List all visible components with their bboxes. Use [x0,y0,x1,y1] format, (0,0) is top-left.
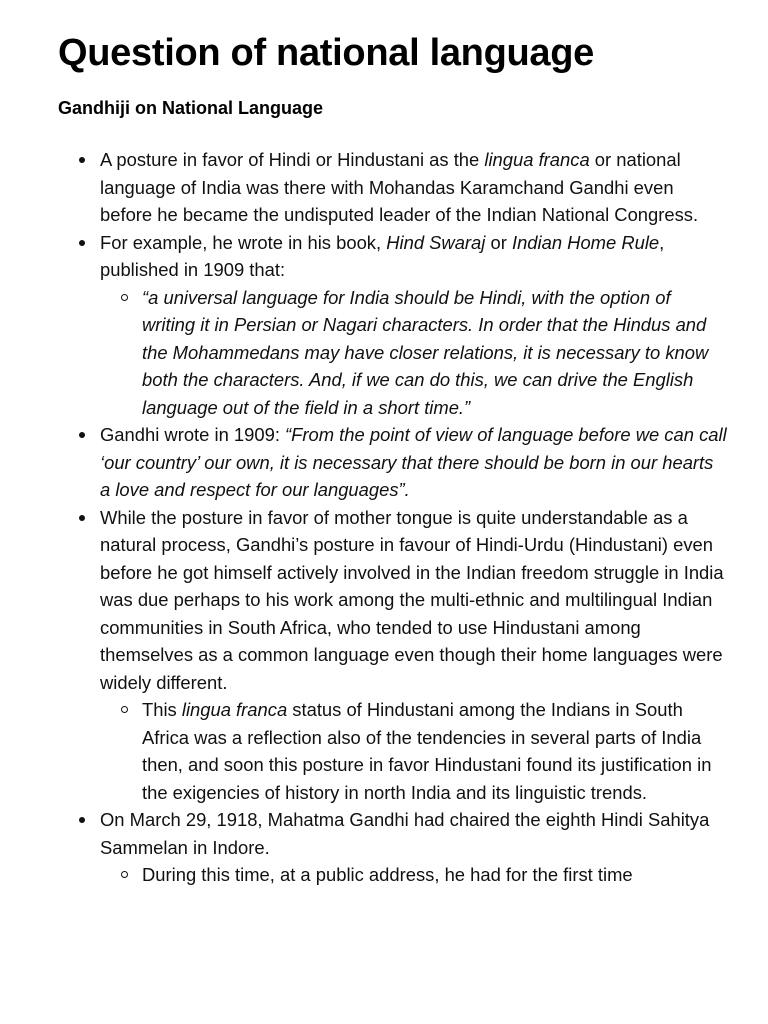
sub-bullet-list [100,861,728,889]
quote-text: “From the point of view of language before we can call ‘our country’ our own, it is necessary that there should be born in our hearts a love and respect for our languages”. [100,424,727,500]
item-text: On March 29, 1918, Mahatma Gandhi had chaired the eighth Hindi Sahitya Sammelan in Indore. [100,809,710,858]
item-italic-text: lingua franca [181,699,288,720]
sub-list-item [142,696,728,806]
section-subtitle: Gandhiji on National Language [58,98,324,118]
list-item [100,229,728,422]
item-text: While the posture in favor of mother tongue is quite understandable as a natural process, Gandhi’s posture in favour of Hindi-Urdu (Hindustani) even before he got himself actively involved in the Indian freedom struggle in India was due perhaps to his work among the multi-ethnic and multilingual Indian communities in South Africa, who tended to use Hindustani among themselves as a common language even though their home languages were widely different. [100,506,724,693]
item-text: Gandhi wrote in 1909: [100,424,286,445]
list-item [100,504,728,807]
item-text: , published in 1909 that: [100,231,665,280]
list-item [100,806,728,889]
item-text: status of Hindustani among the Indians in South Africa was a reflection also of the tendencies in several parts of India then, and soon this posture in favor Hindustani found its justification in the exigencies of history in north India and its linguistic trends. [142,699,712,803]
list-item [100,146,728,229]
item-text: This [142,699,182,720]
sub-list-item [142,861,728,889]
sub-bullet-list [100,284,728,422]
quote-text: “a universal language for India should be Hindi, with the option of writing it in Persian or Nagari characters. In order that the Hindus and the Mohammedans may have closer relations, it is necessary to know both the characters. And, if we can do this, we can drive the English language out of the field in a short time.” [142,286,709,418]
item-text: A posture in favor of Hindi or Hindustani as the [100,149,485,170]
item-text: or [485,231,512,253]
list-item [100,421,728,504]
item-italic-text: Indian Home Rule [511,231,660,253]
item-italic-text: Hind Swaraj [386,231,486,253]
item-text: For example, he wrote in his book, [100,231,387,253]
sub-list-item [142,284,728,422]
item-text: During this time, at a public address, he had for the first time [142,864,633,885]
item-text: or national language of India was there with Mohandas Karamchand Gandhi even before he became the undisputed leader of the Indian National Congress. [100,149,699,225]
item-italic-text: lingua franca [484,149,590,170]
sub-bullet-list [100,696,728,806]
bullet-list [58,146,728,889]
page-title: Question of national language [58,32,594,74]
